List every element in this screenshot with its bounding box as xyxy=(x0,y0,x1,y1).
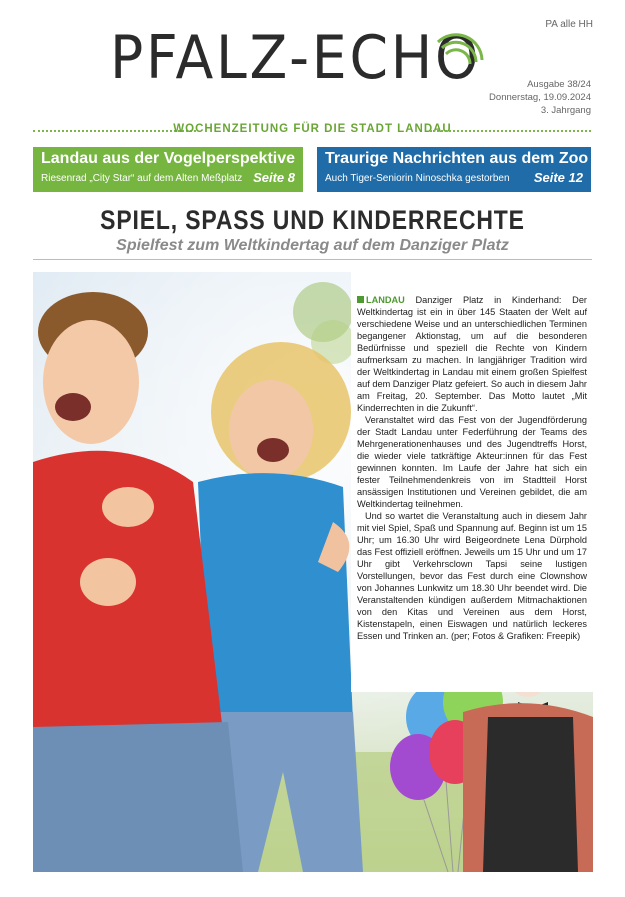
dateline-text: LANDAU xyxy=(366,295,405,305)
teaser-page: Seite 8 xyxy=(253,170,295,185)
masthead-title: PFALZ-ECHO xyxy=(110,23,482,93)
teaser-vogelperspektive[interactable] xyxy=(33,147,303,192)
article-dateline xyxy=(357,295,405,305)
article-subheadline: Spielfest zum Weltkindertag auf dem Danziger Platz xyxy=(116,237,509,254)
headline-rule xyxy=(33,259,592,260)
divider-right xyxy=(430,130,591,132)
teaser-page: Seite 12 xyxy=(533,170,583,185)
article-paragraph-1 xyxy=(357,294,587,414)
paragraph-text: Danziger Platz in Kinderhand: Der Weltkindertag ist ein in über 145 Staaten der Welt auf verschiedene Weise und an unterschiedlichen Terminen begangener Aktionstag, um auf die besonderen Bedürfnisse und speziell die Rechte von Kindern aufmerksam zu machen. In langjähriger Tradition wird der Weltkindertag in Landau mit einem großen Spielfest auf dem Danziger Platz gefeiert. So auch in diesem Jahr am Freitag, 20. September. Das Motto lautet „Mit Kinderrechten in die Zukunft“. xyxy=(357,295,587,413)
article-headline: SPIEL, SPASS UND KINDERRECHTE xyxy=(100,205,525,235)
issue-date: Donnerstag, 19.09.2024 xyxy=(489,92,591,103)
masthead-tagline: WOCHENZEITUNG FÜR DIE STADT LANDAU xyxy=(173,123,452,135)
teaser-zoo[interactable] xyxy=(317,147,591,192)
region-tag: PA alle HH xyxy=(545,19,593,30)
article-paragraph-2: Veranstaltet wird das Fest von der Jugendförderung der Stadt Landau unter Federführung der Teams des Mehrgenerationenhauses und des Jugendtreffs Horst, die wieder viele tatkräftige Akteur:innen für das Fest gewinnen konnten. Im Laufe der Jahre hat sich ein fester Teilnehmendenkreis von im Stadtteil Horst ansässigen Institutionen und Vereinen gebildet, die am Weltkindertag teilnehmen. xyxy=(357,415,587,509)
teaser-subtitle: Auch Tiger-Seniorin Ninoschka gestorben xyxy=(325,173,510,184)
dateline-square-icon xyxy=(357,296,364,303)
signal-waves-icon xyxy=(430,20,490,80)
article-body xyxy=(357,294,587,642)
teaser-subtitle: Riesenrad „City Star“ auf dem Alten Meßplatz xyxy=(41,173,243,184)
issue-info xyxy=(489,78,591,117)
issue-volume: 3. Jahrgang xyxy=(540,105,591,116)
issue-number: Ausgabe 38/24 xyxy=(527,79,591,90)
teaser-title: Landau aus der Vogelperspektive xyxy=(41,150,296,167)
article-paragraph-3: Und so wartet die Veranstaltung auch in diesem Jahr mit viel Spiel, Spaß und Spannung auf. Beginn ist um 15 Uhr; um 16.30 Uhr wird Beigeordnete Lena Dürphold das Fest offiziell eröffnen. Jeweils um 15 Uhr und um 17 Uhr gibt Verkehrsclown Tapsi seine lustigen Vorstellungen, bevor das Fest durch eine Clownshow von Johannes Lunkwitz um 18.30 Uhr beendet wird. Die Veranstaltenden kündigen außerdem Mitmachaktionen von den Kitas und Vereinen aus dem Horst, Kistenstapeln, einen Eiswagen und natürlich leckeres Essen und Trinken an. (per; Fotos & Grafiken: Freepik) xyxy=(357,511,587,641)
teaser-title: Traurige Nachrichten aus dem Zoo xyxy=(325,150,589,167)
